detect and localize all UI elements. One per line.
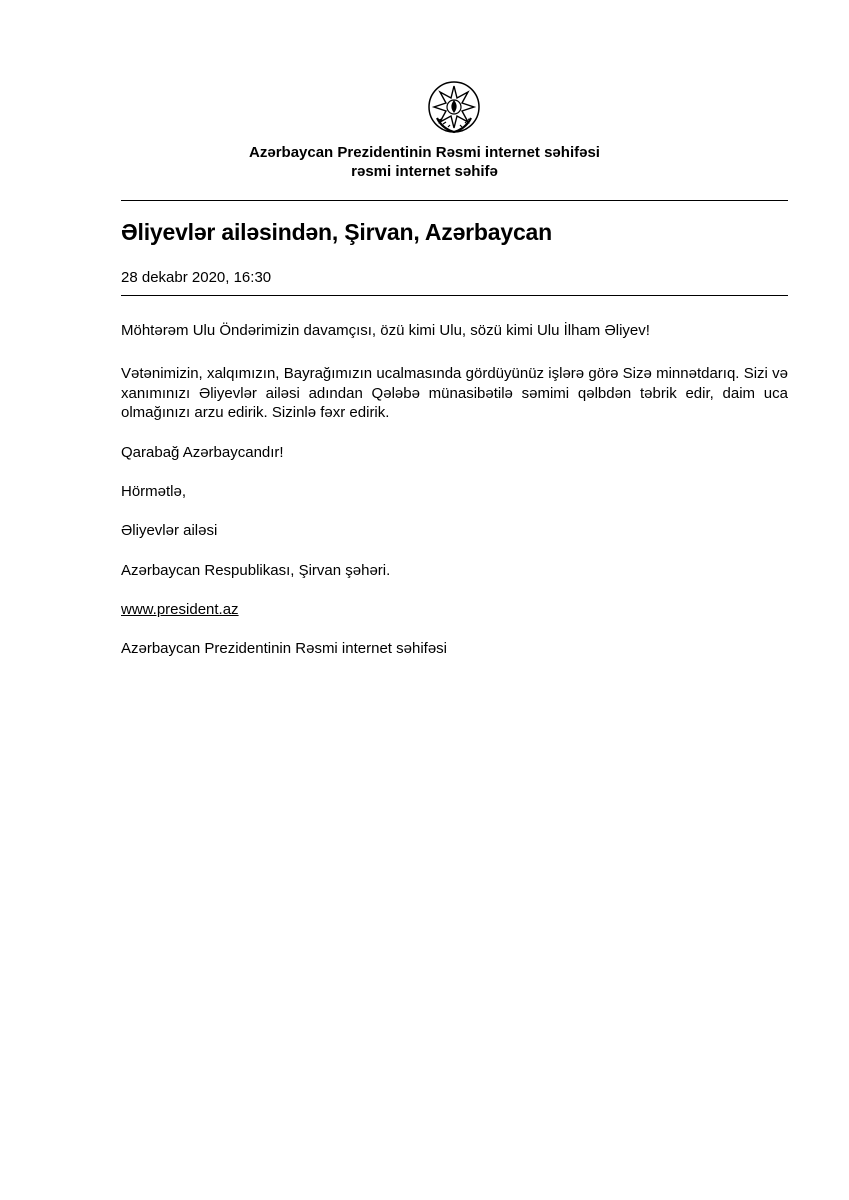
greeting-paragraph: Möhtərəm Ulu Öndərimizin davamçısı, özü kimi Ulu, sözü kimi Ulu İlham Əliyev!	[121, 322, 650, 339]
header-divider	[121, 200, 788, 201]
closing-paragraph: Hörmətlə,	[121, 483, 187, 500]
signature-paragraph: Əliyevlər ailəsi	[121, 522, 218, 539]
website-paragraph	[121, 600, 788, 620]
slogan-paragraph: Qarabağ Azərbaycandır!	[121, 444, 284, 461]
state-emblem-icon	[427, 80, 481, 136]
website-link[interactable]: www.president.az	[121, 601, 239, 618]
site-title: Azərbaycan Prezidentinin Rəsmi internet səhifəsi	[249, 144, 600, 161]
title-divider	[121, 295, 788, 296]
location-paragraph: Azərbaycan Respublikası, Şirvan şəhəri.	[121, 562, 391, 579]
source-paragraph: Azərbaycan Prezidentinin Rəsmi internet səhifəsi	[121, 640, 447, 657]
body-paragraph: Vətənimizin, xalqımızın, Bayrağımızın ucalmasında gördüyünüz işlərə görə Sizə minnətdarıq. Sizi və xanımınızı Əliyevlər ailəsi adından Qələbə münasibətilə səmimi qəlbdən təbrik edir, daim uca olmağınızı arzu edirik. Sizinlə fəxr edirik.	[121, 365, 788, 421]
site-subtitle: rəsmi internet səhifə	[351, 163, 498, 180]
article-date: 28 dekabr 2020, 16:30	[121, 269, 272, 286]
article-title: Əliyevlər ailəsindən, Şirvan, Azərbaycan	[121, 219, 552, 245]
